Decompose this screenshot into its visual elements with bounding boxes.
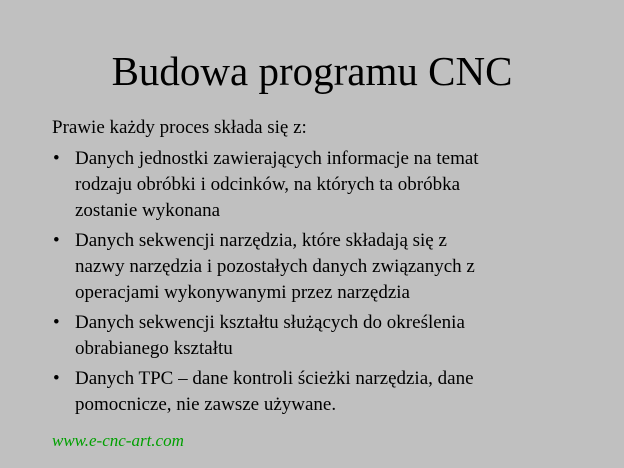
intro-text: Prawie każdy proces składa się z:: [52, 117, 307, 138]
bullet-line: rodzaju obróbki i odcinków, na których ta obróbka: [75, 174, 461, 195]
bullet-marker: •: [53, 148, 60, 169]
bullet-marker: •: [53, 368, 60, 389]
bullet-line: Danych sekwencji kształtu służących do określenia: [75, 312, 465, 333]
bullet-item-tpc-data: [52, 366, 572, 418]
bullet-line: Danych jednostki zawierających informacje na temat: [75, 148, 479, 169]
footer-website: www.e-cnc-art.com: [52, 431, 184, 450]
bullet-line: nazwy narzędzia i pozostałych danych związanych z: [75, 256, 475, 277]
bullet-item-tool-sequence: [52, 228, 572, 306]
bullet-line: operacjami wykonywanymi przez narzędzia: [75, 282, 410, 303]
bullet-line: zostanie wykonana: [75, 200, 221, 221]
bullet-marker: •: [53, 312, 60, 333]
bullet-line: Danych TPC – dane kontroli ścieżki narzędzia, dane: [75, 368, 474, 389]
bullet-list: [52, 146, 572, 422]
bullet-line: Danych sekwencji narzędzia, które składają się z: [75, 230, 447, 251]
bullet-line: obrabianego kształtu: [75, 338, 233, 359]
slide-title: Budowa programu CNC: [111, 48, 513, 94]
bullet-marker: •: [53, 230, 60, 251]
bullet-line: pomocnicze, nie zawsze używane.: [75, 394, 337, 415]
bullet-item-shape-sequence: [52, 310, 572, 362]
bullet-item-unit-data: [52, 146, 572, 224]
